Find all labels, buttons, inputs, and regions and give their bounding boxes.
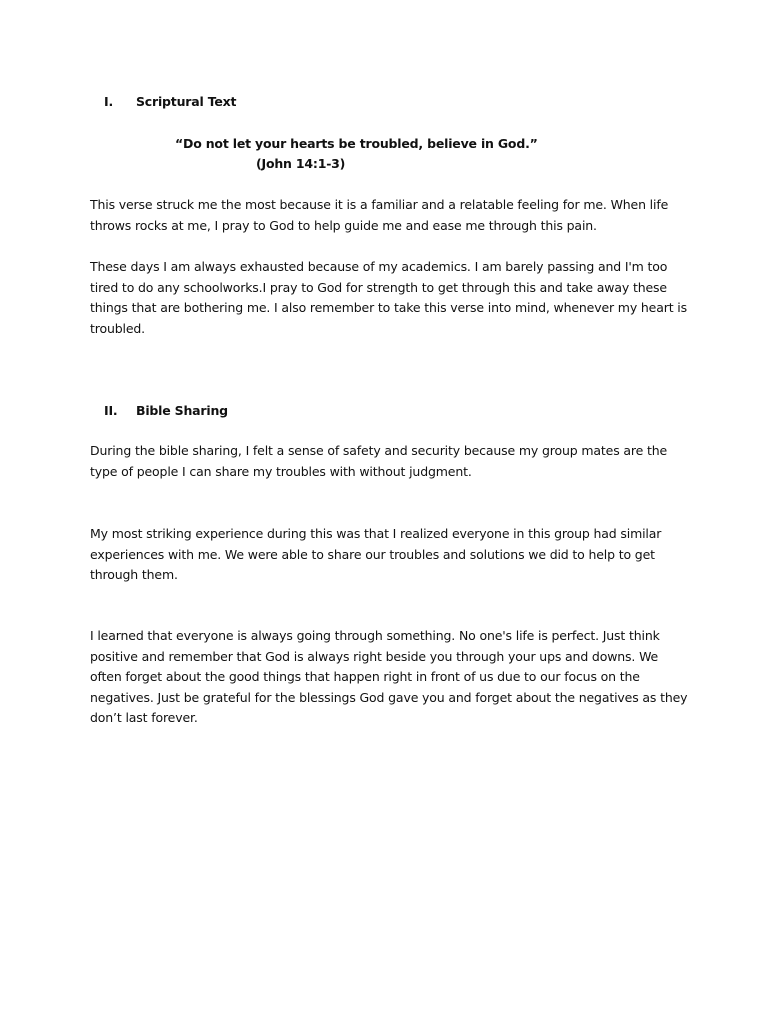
- paragraph-text: During the bible sharing, I felt a sense of safety and security because my group mates are the type of people I can share my troubles with without judgment.: [90, 443, 668, 479]
- scripture-quote: “Do not let your hearts be troubled, believe in God.”: [175, 136, 538, 151]
- section-2-title: Bible Sharing: [136, 403, 228, 418]
- section-1-number: I.: [104, 94, 113, 109]
- section-1-paragraph-1: [90, 195, 690, 236]
- paragraph-text: My most striking experience during this was that I realized everyone in this group had similar experiences with me. We were able to share our troubles and solutions we did to help to get through them.: [90, 526, 662, 582]
- paragraph-text: This verse struck me the most because it is a familiar and a relatable feeling for me. When life throws rocks at me, I pray to God to help guide me and ease me through this pain.: [90, 197, 669, 233]
- section-1-title: Scriptural Text: [136, 94, 237, 109]
- scripture-reference: (John 14:1-3): [256, 156, 346, 171]
- paragraph-text: These days I am always exhausted because of my academics. I am barely passing and I'm too tired to do any schoolworks.I pray to God for strength to get through this and take away these things that are bothering me. I also remember to take this verse into mind, whenever my heart is troubled.: [90, 259, 687, 336]
- section-2-paragraph-1: [90, 441, 690, 482]
- section-2-paragraph-2: [90, 524, 690, 586]
- section-2-number: II.: [104, 403, 118, 418]
- section-1-paragraph-2: [90, 257, 690, 339]
- section-2-paragraph-3: [90, 626, 690, 729]
- paragraph-text: I learned that everyone is always going through something. No one's life is perfect. Just think positive and remember that God is always right beside you through your ups and downs. We often forget about the good things that happen right in front of us due to our focus on the negatives. Just be grateful for the blessings God gave you and forget about the negatives as they don’t last forever.: [90, 628, 688, 725]
